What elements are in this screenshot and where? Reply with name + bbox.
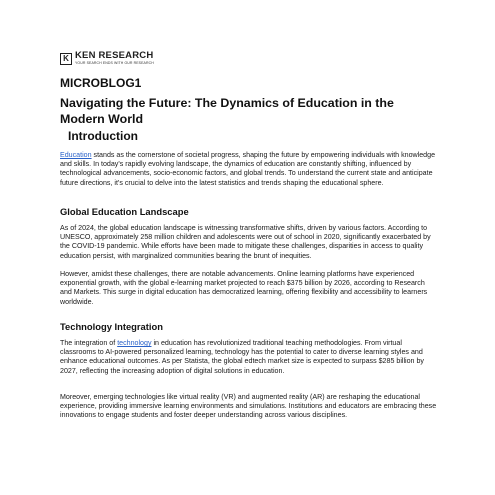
education-link[interactable]: Education [60,151,92,159]
microblog-label: MICROBLOG1 [60,76,142,90]
tech-paragraph-1 [60,339,438,376]
global-paragraph-1: As of 2024, the global education landscape is witnessing transformative shifts, driven by various factors. According to UNESCO, approximately 258 million children and adolescents were out of school in 2020, significantly exacerbated by the COVID-19 pandemic. While efforts have been made to mitigate these challenges, disparities in access to quality education persist, with marginalized communities bearing the brunt of inequities. [60,224,431,260]
logo-mark: K [60,53,72,65]
global-landscape-heading: Global Education Landscape [60,206,189,217]
technology-link[interactable]: technology [117,339,152,347]
introduction-heading: Introduction [68,129,138,143]
intro-paragraph [60,151,438,188]
intro-text: stands as the cornerstone of societal progress, shaping the future by empowering individuals with knowledge and skills. In today's rapidly evolving landscape, the dynamics of education are constantly shifting, influenced by technological advancements, socio-economic factors, and global trends. To understand the current state and anticipate future directions, it's crucial to delve into the latest statistics and trends shaping the educational sphere. [60,151,436,187]
logo-text [75,51,154,66]
company-logo [60,51,154,66]
tech-paragraph-1-text: in education has revolutionized traditional teaching methodologies. From virtual classrooms to AI-powered personalized learning, technology has the potential to cater to diverse learning styles and enhance educational outcomes. As per Statista, the global edtech market size is expected to surpass $285 billion by 2027, reflecting the increasing adoption of digital solutions in education. [60,339,424,375]
tech-paragraph-1-prefix: The integration of [60,339,118,347]
logo-tagline: YOUR SEARCH ENDS WITH OUR RESEARCH [75,61,154,65]
logo-name: KEN RESEARCH [75,50,154,61]
global-paragraph-2: However, amidst these challenges, there are notable advancements. Online learning platforms have experienced exponential growth, with the global e-learning market projected to reach $375 billion by 2026, according to Research and Markets. This surge in digital education has democratized learning, offering flexibility and accessibility to learners worldwide. [60,270,428,306]
tech-paragraph-2: Moreover, emerging technologies like virtual reality (VR) and augmented reality (AR) are reshaping the educational experience, providing immersive learning environments and simulations. Institutions and educators are embracing these innovations to engage students and foster deeper understanding across various disciplines. [60,393,437,420]
article-title: Navigating the Future: The Dynamics of Education in the Modern World [60,96,394,126]
technology-integration-heading: Technology Integration [60,321,163,332]
